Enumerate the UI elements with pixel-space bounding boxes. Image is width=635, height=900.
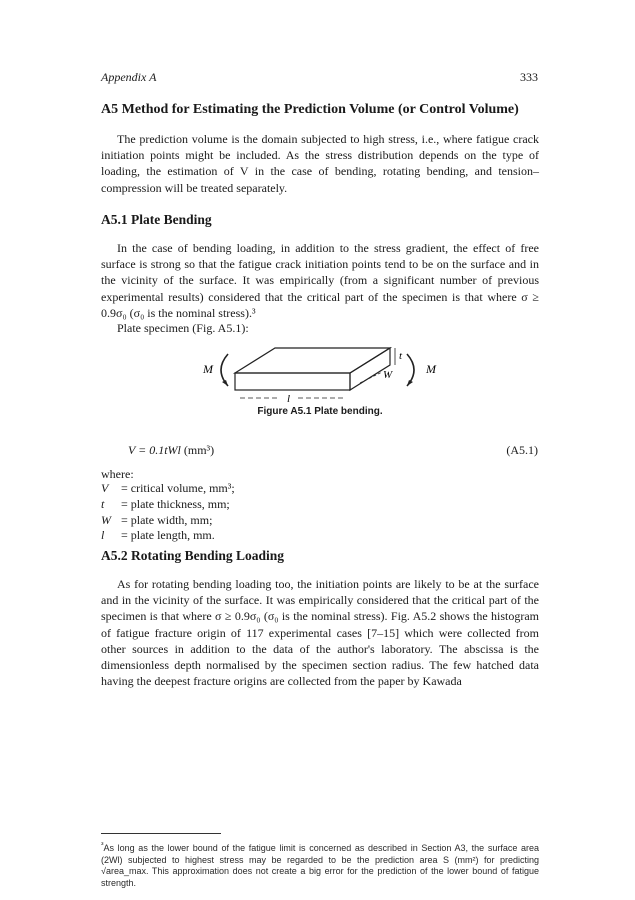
label-length: l [287, 393, 291, 405]
where-label: where: [101, 467, 134, 481]
rotating-bending-paragraph: As for rotating bending loading too, the initiation points are likely to be at the surface and in the vicinity of the surface. It was empirically considered that the critical part of the specimen is that where σ ≥ 0.9σ₀ (σ₀ is the nominal stress). Fig. A5.2 shows the histogram of fatigue fracture origin of 117 experimental cases [7–15] which were collected from other sources in addition to the data of the author's laboratory. The abscissa is the dimensionless depth normalised by the specimen section radius. The few hatched data having the deepest fracture origins are collected from the paper by Kawada [101, 577, 539, 689]
equation-unit: (mm³) [183, 443, 215, 457]
section-title: A5 Method for Estimating the Prediction Volume (or Control Volume) [101, 102, 519, 117]
footnote-text: As long as the lower bound of the fatigue limit is concerned as described in Section A3, the surface area (2Wl) subjected to highest stress may be regarded to be the prediction area S (mm²) for predicting √area_max. This approximation does not create a big error for the prediction of the lower bound of fatigue strength. [101, 843, 539, 888]
definition-row [101, 528, 235, 544]
definition-symbol: t [101, 496, 105, 511]
figure-plate-bending [200, 340, 460, 410]
rotating-bending-heading: A5.2 Rotating Bending Loading [101, 548, 285, 563]
running-head-section: Appendix A [101, 70, 157, 84]
definition-text: = plate thickness, mm; [121, 496, 230, 511]
footnote-marker: ³ [101, 840, 104, 849]
definition-symbol: l [101, 528, 105, 543]
equation-a5-1 [128, 443, 214, 458]
moment-arrow-left [222, 380, 228, 386]
label-width: W [383, 369, 393, 381]
moment-arrow-right [407, 380, 413, 386]
label-thickness: t [399, 350, 403, 362]
definition-symbol: V [101, 481, 109, 495]
plate-bending-heading: A5.1 Plate Bending [101, 212, 212, 227]
plate-top-face [235, 348, 390, 373]
definition-text: = plate length, mm. [121, 528, 215, 543]
running-head [101, 70, 538, 84]
definition-text: = plate width, mm; [121, 512, 213, 527]
plate-front-face [235, 373, 350, 390]
definition-row [101, 513, 235, 529]
plate-specimen-line: Plate specimen (Fig. A5.1): [117, 321, 249, 335]
plate-diagram [200, 340, 460, 410]
equation-lhs: V = 0.1tWl [128, 443, 181, 457]
page-number: 333 [520, 70, 538, 84]
definition-row [101, 497, 235, 513]
footnote [101, 839, 539, 889]
plate-bending-paragraph: In the case of bending loading, in addition to the stress gradient, the effect of free surface is strong so that the fatigue crack initiation points tend to be on the surface and in the vicinity of the surface. It was empirically (from a significant number of previous experimental results) considered that the critical part of the specimen is that where σ ≥ 0.9σ₀ (σ₀ is the nominal stress).³ [101, 241, 539, 320]
definition-symbol: W [101, 512, 111, 527]
label-moment-left: M [203, 362, 213, 376]
equation-number: (A5.1) [506, 443, 538, 457]
definition-row [101, 481, 235, 497]
definition-text: = critical volume, mm³; [121, 481, 235, 495]
definitions-list [101, 481, 235, 544]
intro-paragraph: The prediction volume is the domain subjected to high stress, i.e., where fatigue crack initiation points might be included. As the stress distribution depends on the type of loading, the estimation of V in the case of bending, rotating bending, and tension–compression will be treated separately. [101, 132, 539, 195]
footnote-rule [101, 833, 221, 834]
label-moment-right: M [426, 362, 436, 376]
figure-caption: Figure A5.1 Plate bending. [257, 406, 383, 417]
